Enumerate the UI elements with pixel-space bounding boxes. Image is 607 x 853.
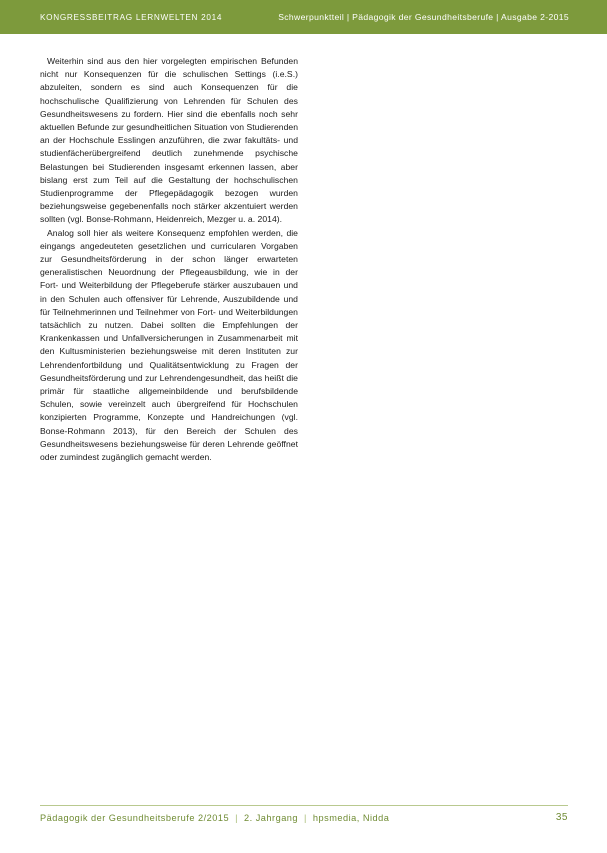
page-number: 35 [555, 812, 568, 823]
footer-separator: | [304, 812, 307, 823]
footer-journal-title: Pädagogik der Gesundheitsberufe 2/2015 [40, 812, 230, 823]
footer-separator: | [235, 812, 238, 823]
header-left-title: KONGRESSBEITRAG LERNWELTEN 2014 [40, 12, 223, 22]
footer [40, 812, 568, 823]
page-bottom-edge [0, 849, 607, 853]
body-text-column [40, 55, 298, 464]
header [0, 0, 607, 34]
paragraph: Analog soll hier als weitere Konsequenz empfohlen werden, die eingangs angedeuteten gesetzlichen und curricularen Vorgaben zur Gesundheitsförderung in der schon länger erwarteten generalistischen Neuordnung der Pflegeausbildung, wie in der Fort- und Weiterbildung der Pflegeberufe stärker auszubauen und in den Schulen auch offensiver für Lehrende, Auszubildende und für Teilnehmerinnen und Teilnehmer von Fort- und Weiterbildungen tatsächlich zu nutzen. Dabei sollten die Empfehlungen der Krankenkassen und Unfallversicherungen in Zusammenarbeit mit den Kultusministerien beziehungsweise mit deren Instituten zur Lehrendenfortbildung und Qualitätsentwicklung zu Fragen der Gesundheitsförderung und zur Lehrendengesundheit, das heißt die primär für staatliche allgemeinbildende und berufsbildende Schulen, sowie vereinzelt auch übergreifend für Hochschulen konzipierten Programme, Konzepte und Handreichungen (vgl. Bonse-Rohmann 2013), für den Bereich der Schulen des Gesundheitswesens beziehungsweise für deren Lehrende geöffnet oder zumindest zugänglich gemacht werden. [40, 227, 298, 463]
paragraph: Weiterhin sind aus den hier vorgelegten empirischen Befunden nicht nur Konsequenzen für die schulischen Settings (i.e.S.) abzuleiten, sondern es sind auch Konsequenzen für die hochschulische Qualifizierung von Lehrenden für Schulen des Gesundheitswesens zu fordern. Hier sind die ebenfalls noch sehr aktuellen Befunde zur gesundheitlichen Situation von Studierenden an der Hochschule Esslingen anzuführen, die zwar fakultäts- und studienfächerübergreifend deutlich zunehmende psychische Belastungen bei Studierenden insgesamt erkennen lassen, aber bislang erst zum Teil auf die Gestaltung der hochschulischen Studienprogramme der Pflegepädagogik bezogen wurden beziehungsweise gegebenenfalls noch stärker akzentuiert werden sollten (vgl. Bonse-Rohmann, Heidenreich, Mezger u. a. 2014). [40, 56, 298, 225]
footer-divider [40, 805, 568, 806]
footer-publisher: hpsmedia, Nidda [312, 812, 390, 823]
header-right-title: Schwerpunktteil | Pädagogik der Gesundheitsberufe | Ausgabe 2-2015 [278, 12, 569, 22]
footer-volume: 2. Jahrgang [244, 812, 299, 823]
